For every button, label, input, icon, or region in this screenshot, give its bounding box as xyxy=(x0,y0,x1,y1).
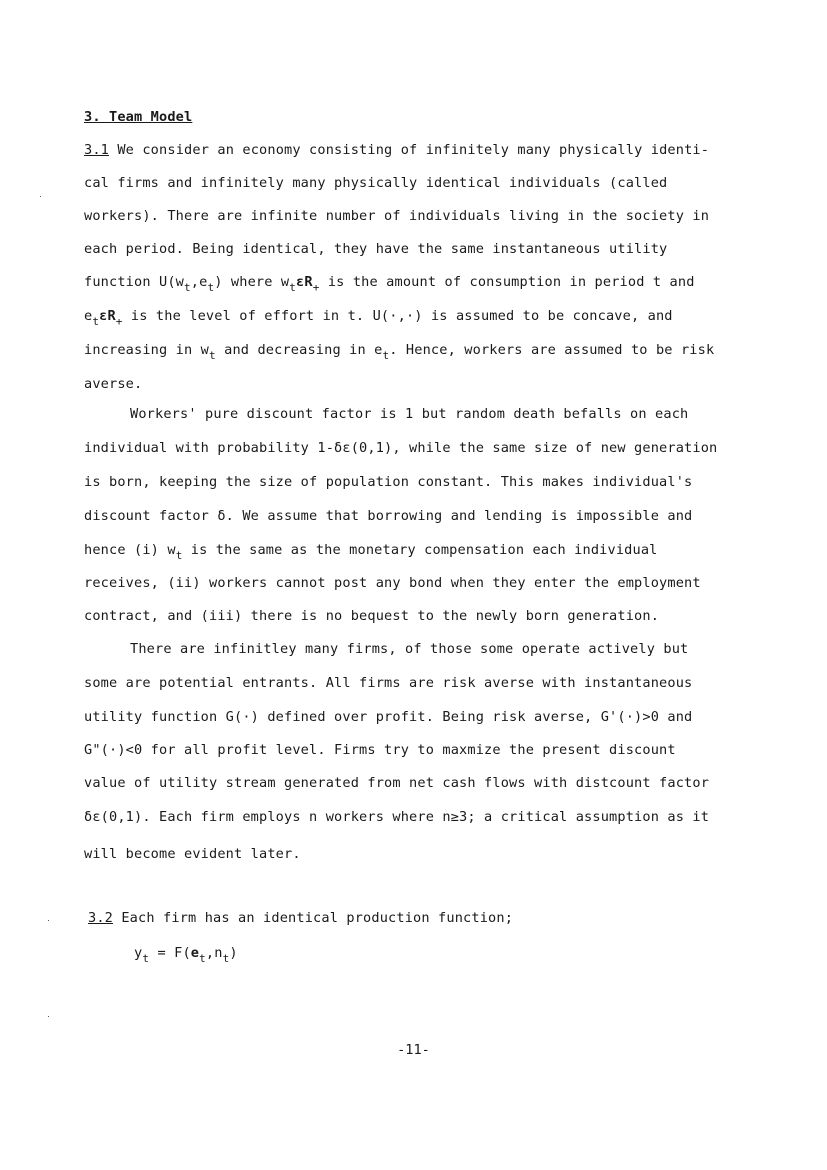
text-line: $e_t\varepsilon R_+$ is the level of effort in t. U(·,·) is assumed to be concave, and xyxy=(84,308,673,328)
text-line: 3.2 Each firm has an identical production function; xyxy=(88,910,514,926)
text-line: contract, and (iii) there is no bequest to the newly born generation. xyxy=(84,608,660,624)
text-line: G"(·)<0 for all profit level. Firms try to maxmize the present discount xyxy=(84,742,676,758)
scan-speck xyxy=(48,920,49,921)
text-line: value of utility stream generated from net cash flows with distcount factor xyxy=(84,775,710,791)
text-line: some are potential entrants. All firms are risk averse with instantaneous xyxy=(84,675,693,691)
text-line: individual with probability 1-δε(0,1), while the same size of new generation xyxy=(84,440,718,456)
text-line: will become evident later. xyxy=(84,846,301,862)
text-line: workers). There are infinite number of individuals living in the society in xyxy=(84,208,710,224)
text-line: hence (i) $w_t$ is the same as the monetary compensation each individual xyxy=(84,542,658,562)
text-line: δε(0,1). Each firm employs n workers where n≥3; a critical assumption as it xyxy=(84,809,710,825)
text-line: 3.1 We consider an economy consisting of infinitely many physically identi- xyxy=(84,142,710,158)
text-line: each period. Being identical, they have the same instantaneous utility xyxy=(84,241,668,257)
scan-speck xyxy=(48,1016,49,1017)
text-line: cal firms and infinitely many physically identical individuals (called xyxy=(84,175,668,191)
text-line: discount factor δ. We assume that borrowing and lending is impossible and xyxy=(84,508,693,524)
text-line: Workers' pure discount factor is 1 but random death befalls on each xyxy=(130,406,689,422)
section-heading: 3. Team Model xyxy=(84,109,193,125)
text-line: receives, (ii) workers cannot post any bond when they enter the employment xyxy=(84,575,701,591)
production-equation: $y_t = F(e_t,n_t)$ xyxy=(134,945,238,965)
page-number: -11- xyxy=(397,1042,430,1058)
text-line: is born, keeping the size of population constant. This makes individual's xyxy=(84,474,693,490)
text-line: function $U(w_t,e_t)$ where $w_t\varepsilon R_+$ is the amount of consumption in period t and xyxy=(84,274,695,294)
section-number: 3.1 xyxy=(84,142,110,158)
text-line: There are infinitley many firms, of those some operate actively but xyxy=(130,641,689,657)
section-number: 3.2 xyxy=(88,910,114,926)
text-line: utility function G(·) defined over profit. Being risk averse, G'(·)>0 and xyxy=(84,709,693,725)
scan-speck xyxy=(40,196,41,197)
text-line: averse. xyxy=(84,376,143,392)
text-line: increasing in $w_t$ and decreasing in $e_t$. Hence, workers are assumed to be risk xyxy=(84,342,715,362)
